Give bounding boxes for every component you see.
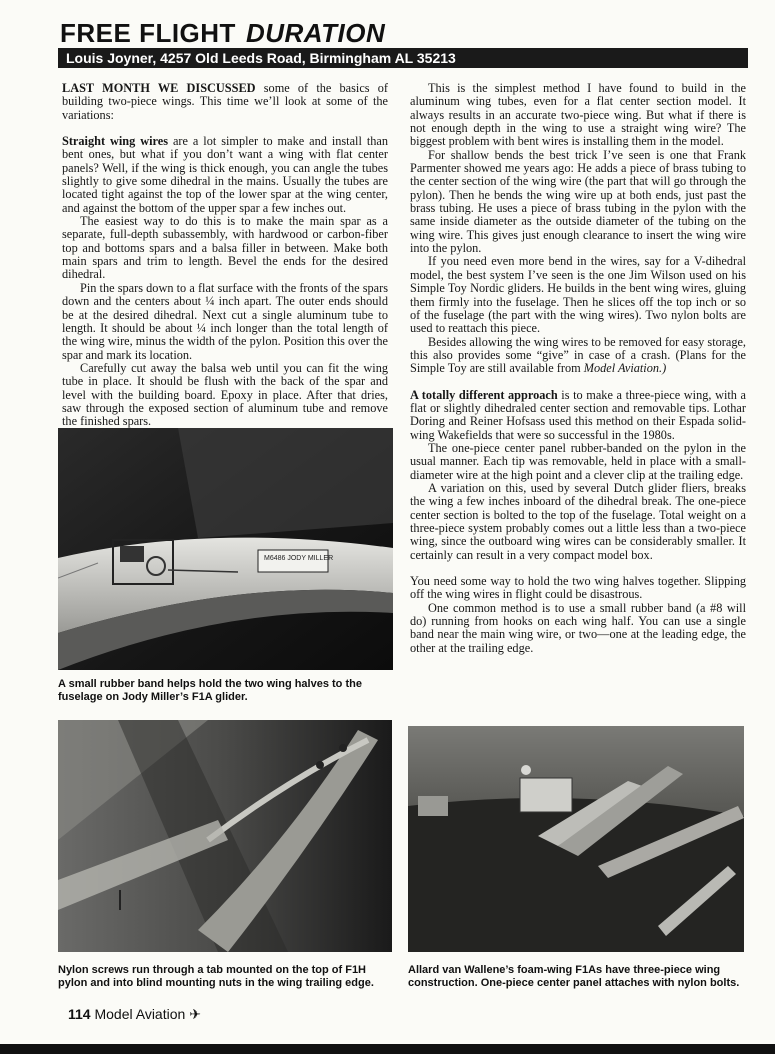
paragraph: A variation on this, used by several Dutch glider fliers, breaks the wing a few inches inboard of the dihedral break. The one-piece center section is bolted to the top of the fuselage. Total weight on a three-piece system probably comes out a little less than a two-piece wing, since the outboard wing wires can be considerably smaller. It certainly can result in a very compact model box. [410,480,746,562]
paragraph: A totally different approach is to make a three-piece wing, with a flat or slightly dihedraled center section and removable tips. Lothar Doring and Reiner Hofsass used this method on their Espada solid-wing Wakefields that were so successful in the 1980s. [410,387,746,442]
bottom-rule [0,1044,775,1054]
paragraph: For shallow bends the best trick I’ve seen is one that Frank Parmenter showed me years ago: He adds a piece of brass tubing to the center section of the wing wire (the part that will go through the pylon). Then he bends the wing wire up at both ends, just past the brass tubing. He uses a piece of brass tubing in the pylon with the same inside diameter as the outside diameter of the tubing on the wing wire. This gives just enough clearance to insert the wing wire into the pylon. [410,147,746,256]
paragraph: LAST MONTH WE DISCUSSED some of the basics of building two-piece wings. This time we’ll look at some of the variations: [62,81,389,122]
photo-foam-wing [408,726,744,952]
paragraph: You need some way to hold the two wing halves together. Slipping off the wing wires in flight could be disastrous. [410,574,746,602]
paragraph: Carefully cut away the balsa web until you can fit the wing tube in place. It should be flush with the back of the spar and level with the building board. Epoxy in place. After that dries, saw through the exposed section of aluminum tube and remove the finished spars. [62,360,388,429]
paragraph: Besides allowing the wing wires to be removed for easy storage, this also provides some “give” in case of a crash. (Plans for the Simple Toy are still available from Model Aviation.) [410,334,746,376]
author-byline: Louis Joyner, 4257 Old Leeds Road, Birmingham AL 35213 [58,48,748,68]
title-main: FREE FLIGHT [60,18,236,48]
paragraph: Pin the spars down to a flat surface with the fronts of the spars down and the centers about ¼ inch apart. The outer ends should be at the desired dihedral. Next cut a single aluminum tube to length. It should be about ¼ inch longer than the total length of the wing wire, minus the width of the pylon. Position this over the spar and mark its location. [62,280,388,362]
page-footer [68,1006,201,1023]
photo-rubber-band-image [58,428,393,670]
airplane-icon: ✈ [189,1006,201,1022]
title-italic: DURATION [245,18,386,48]
photo-nylon-screws [58,720,392,952]
magazine-name: Model Aviation [94,1006,186,1022]
photo-caption-2: Nylon screws run through a tab mounted on the top of F1H pylon and into blind mounting nuts in the wing trailing edge. [58,964,374,989]
page-number: 114 [68,1006,91,1022]
page-title [60,18,385,49]
paragraph: The one-piece center panel rubber-banded on the pylon in the usual manner. Each tip was removable, held in place with a small-diameter wire at the high point and a clever clip at the trailing edge. [410,440,746,482]
paragraph: The easiest way to do this is to make the main spar as a separate, full-depth subassembly, with hardwood or carbon-fiber top and bottoms spars and a balsa filler in between. Make both main spars and trim to length. Bevel the ends for the desired dihedral. [62,214,388,282]
photo-rubber-band-wing [58,428,393,670]
paragraph: Straight wing wires are a lot simpler to make and install than bent ones, but what if you don’t want a wing with flat center panels? Well, if the wing is thick enough, you can angle the tubes slightly to give some dihedral in the mains. Usually the tubes are located tight against the top of the lower spar at the wing center, and against the bottom of the upper spar a few inches out. [62,134,389,215]
paragraph: One common method is to use a small rubber band (a #8 will do) running from hooks on each wing half. You can use a single band near the main wing wire, or two—one at the leading edge, the other at the trailing edge. [410,600,746,655]
left-column [62,82,388,429]
photo-tag-text: M6486 JODY MILLER [264,555,334,562]
photo-nylon-screws-image [58,720,392,952]
paragraph: This is the simplest method I have found to build in the aluminum wing tubes, even for a flat center section model. It always results in an accurate two-piece wing. But what if there is not enough depth in the wing to use a straight wing wire? The biggest problem with bent wires is installing them in the model. [410,81,746,149]
right-column [410,82,746,655]
photo-caption-3: Allard van Wallene’s foam-wing F1As have three-piece wing construction. One-piece center panel attaches with nylon bolts. [408,964,740,989]
paragraph: If you need even more bend in the wires, say for a V-dihedral model, the best system I’ve seen is the one Jim Wilson used on his Simple Toy Nordic gliders. He builds in the bent wing wires, gluing them firmly into the fuselage. Then he slices off the top inch or so of the fuselage (the part with the wing wires). Two nylon bolts are used to reattach this piece. [410,254,746,336]
photo-foam-wing-image [408,726,744,952]
photo-caption-1: A small rubber band helps hold the two wing halves to the fuselage on Jody Miller’s F1A glider. [58,678,362,703]
